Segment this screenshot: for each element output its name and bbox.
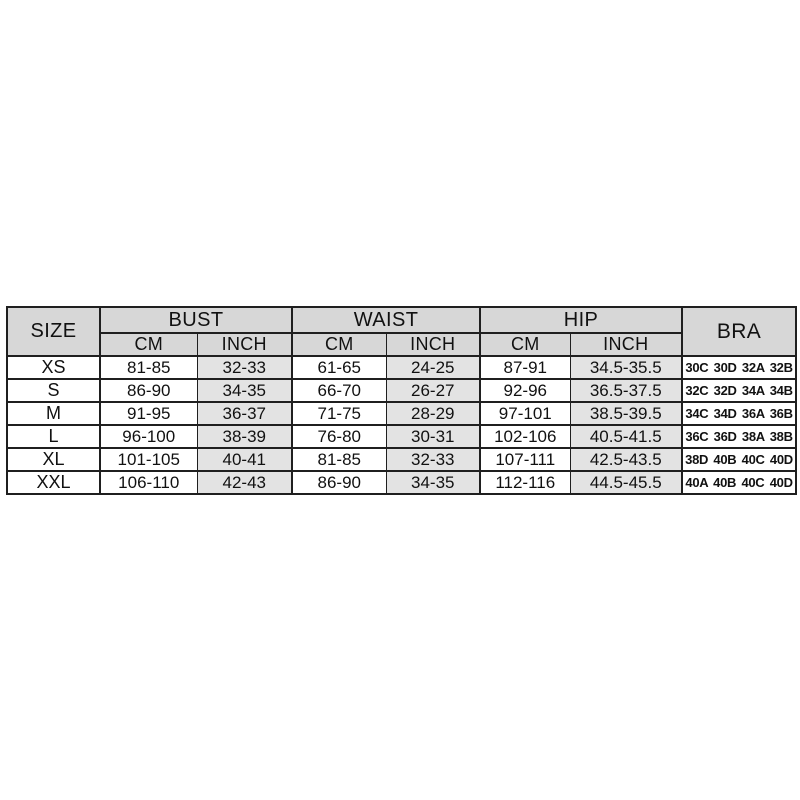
waist-inch-cell: 26-27 <box>386 379 480 402</box>
waist-cm-cell: 81-85 <box>292 448 386 471</box>
bra-cell: 30C 30D 32A 32B <box>682 356 796 379</box>
bust-cm-cell: 101-105 <box>100 448 197 471</box>
bra-cell: 40A 40B 40C 40D <box>682 471 796 494</box>
hip-cm-cell: 107-111 <box>480 448 570 471</box>
col-header-bust: BUST <box>100 307 292 333</box>
table-row <box>7 425 796 448</box>
waist-inch-cell: 30-31 <box>386 425 480 448</box>
table-row <box>7 356 796 379</box>
col-header-hip: HIP <box>480 307 682 333</box>
waist-inch-cell: 34-35 <box>386 471 480 494</box>
bra-cell: 34C 34D 36A 36B <box>682 402 796 425</box>
sub-header-hip-inch: INCH <box>570 333 682 356</box>
size-cell: XXL <box>7 471 100 494</box>
size-cell: XL <box>7 448 100 471</box>
sub-header-bust-inch: INCH <box>197 333 292 356</box>
bra-cell: 38D 40B 40C 40D <box>682 448 796 471</box>
sub-header-waist-inch: INCH <box>386 333 480 356</box>
col-header-bra: BRA <box>682 307 796 356</box>
hip-cm-cell: 87-91 <box>480 356 570 379</box>
bra-cell: 36C 36D 38A 38B <box>682 425 796 448</box>
hip-inch-cell: 38.5-39.5 <box>570 402 682 425</box>
header-row-groups <box>7 307 796 333</box>
waist-inch-cell: 24-25 <box>386 356 480 379</box>
hip-inch-cell: 42.5-43.5 <box>570 448 682 471</box>
bust-inch-cell: 40-41 <box>197 448 292 471</box>
hip-inch-cell: 40.5-41.5 <box>570 425 682 448</box>
bra-cell: 32C 32D 34A 34B <box>682 379 796 402</box>
hip-inch-cell: 36.5-37.5 <box>570 379 682 402</box>
bust-cm-cell: 106-110 <box>100 471 197 494</box>
waist-cm-cell: 66-70 <box>292 379 386 402</box>
waist-inch-cell: 32-33 <box>386 448 480 471</box>
table-row <box>7 379 796 402</box>
waist-cm-cell: 86-90 <box>292 471 386 494</box>
waist-cm-cell: 71-75 <box>292 402 386 425</box>
bust-cm-cell: 96-100 <box>100 425 197 448</box>
col-header-waist: WAIST <box>292 307 480 333</box>
table-row <box>7 402 796 425</box>
waist-cm-cell: 61-65 <box>292 356 386 379</box>
bust-cm-cell: 81-85 <box>100 356 197 379</box>
table-row <box>7 448 796 471</box>
hip-cm-cell: 97-101 <box>480 402 570 425</box>
bust-inch-cell: 38-39 <box>197 425 292 448</box>
col-header-size: SIZE <box>7 307 100 356</box>
size-chart <box>6 306 797 495</box>
hip-inch-cell: 34.5-35.5 <box>570 356 682 379</box>
bust-inch-cell: 42-43 <box>197 471 292 494</box>
waist-cm-cell: 76-80 <box>292 425 386 448</box>
size-chart-table <box>6 306 797 495</box>
hip-cm-cell: 92-96 <box>480 379 570 402</box>
size-cell: L <box>7 425 100 448</box>
header-row-units <box>7 333 796 356</box>
size-cell: M <box>7 402 100 425</box>
bust-inch-cell: 32-33 <box>197 356 292 379</box>
waist-inch-cell: 28-29 <box>386 402 480 425</box>
sub-header-bust-cm: CM <box>100 333 197 356</box>
size-cell: XS <box>7 356 100 379</box>
sub-header-waist-cm: CM <box>292 333 386 356</box>
bust-cm-cell: 91-95 <box>100 402 197 425</box>
hip-cm-cell: 112-116 <box>480 471 570 494</box>
bust-cm-cell: 86-90 <box>100 379 197 402</box>
hip-cm-cell: 102-106 <box>480 425 570 448</box>
size-cell: S <box>7 379 100 402</box>
bust-inch-cell: 36-37 <box>197 402 292 425</box>
table-row <box>7 471 796 494</box>
hip-inch-cell: 44.5-45.5 <box>570 471 682 494</box>
sub-header-hip-cm: CM <box>480 333 570 356</box>
bust-inch-cell: 34-35 <box>197 379 292 402</box>
